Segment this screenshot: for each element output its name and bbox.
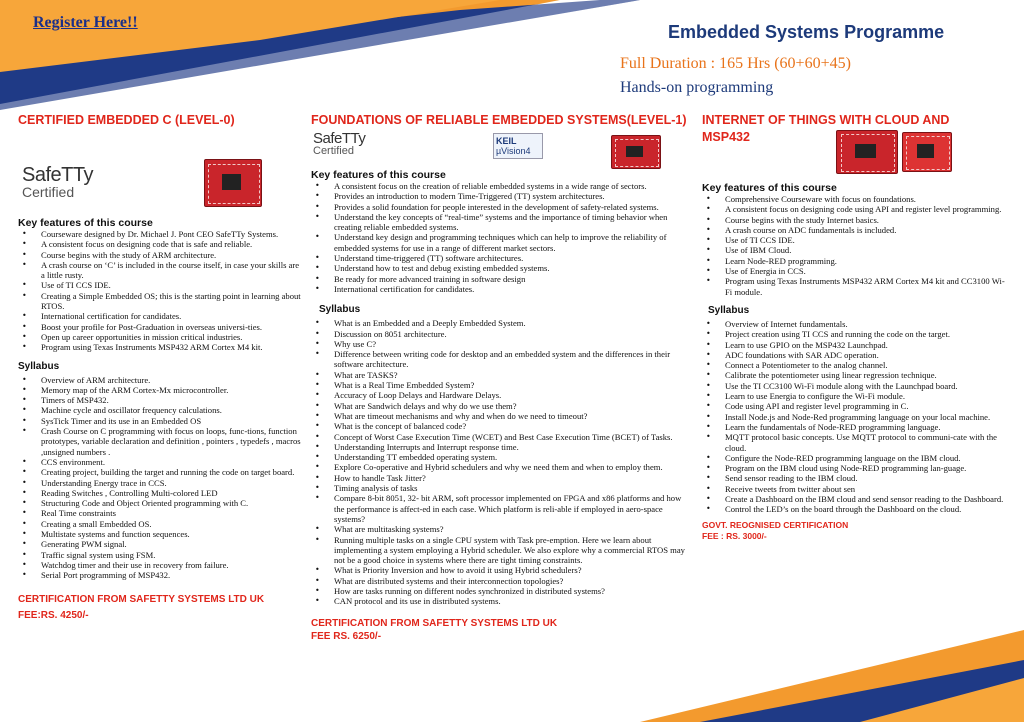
list-item: • Program using Texas Instruments MSP432 ARM Cortex M4 kit and CC3100 Wi-Fi module.: [702, 276, 1008, 297]
syllabus-heading: Syllabus: [708, 304, 750, 316]
list-item: • Use of TI CCS IDE.: [702, 235, 1008, 245]
fee-text: FEE : RS. 3000/-: [702, 530, 767, 541]
list-item: • MQTT protocol basic concepts. Use MQTT protocol to communi-cate with the cloud.: [702, 432, 1008, 453]
course-title: INTERNET OF THINGS WITH CLOUD AND MSP432: [702, 113, 950, 144]
list-item: • Learn Node-RED programming.: [702, 256, 1008, 266]
list-item: • Machine cycle and oscillator frequency calculations.: [18, 405, 302, 415]
msp432-board-image: [204, 159, 262, 207]
list-item: • Learn to use GPIO on the MSP432 Launchpad.: [702, 340, 1008, 350]
syllabus-list: [311, 318, 691, 606]
list-item: • Comprehensive Courseware with focus on foundations.: [702, 194, 1008, 204]
list-item: • Provides an introduction to modern Time-Triggered (TT) system architectures.: [311, 191, 691, 201]
list-item: • Courseware designed by Dr. Michael J. Pont CEO SafeTTy Systems.: [18, 229, 302, 239]
list-item: • Understanding Interrupts and Interrupt response time.: [311, 442, 691, 452]
list-item: • CCS environment.: [18, 457, 302, 467]
list-item: • What are multitasking systems?: [311, 524, 691, 534]
list-item: • Traffic signal system using FSM.: [18, 550, 302, 560]
list-item: • Receive tweets from twitter about sen: [702, 484, 1008, 494]
list-item: • How to handle Task Jitter?: [311, 473, 691, 483]
course-title: CERTIFIED EMBEDDED C (LEVEL-0): [18, 113, 235, 127]
list-item: • Calibrate the potentiometer using linear regression technique.: [702, 370, 1008, 380]
course-column-level1: [311, 112, 691, 643]
list-item: • Understand the key concepts of “real-time” systems and the importance of timing behavior when creating reliable embedded systems.: [311, 212, 691, 233]
fee-text: FEE:RS. 4250/-: [18, 609, 89, 621]
list-item: • Create a Dashboard on the IBM cloud and send sensor reading to the Dashboard.: [702, 494, 1008, 504]
list-item: • Understanding Energy trace in CCS.: [18, 478, 302, 488]
list-item: • What are timeout mechanisms and why and when do we need to timeout?: [311, 411, 691, 421]
list-item: • Code using API and register level programming in C.: [702, 401, 1008, 411]
mode-text: Hands-on programming: [620, 79, 774, 96]
list-item: • Timers of MSP432.: [18, 395, 302, 405]
features-list: [311, 181, 691, 294]
course-column-iot: [702, 112, 1008, 542]
msp432-board-image: [836, 130, 898, 174]
list-item: • Discussion on 8051 architecture.: [311, 329, 691, 339]
list-item: • A consistent focus on designing code using API and register level programming.: [702, 204, 1008, 214]
course-title: FOUNDATIONS OF RELIABLE EMBEDDED SYSTEMS(LEVEL-1): [311, 113, 687, 127]
list-item: • Creating a small Embedded OS.: [18, 519, 302, 529]
certification-text: GOVT. REOGNISED CERTIFICATION: [702, 519, 849, 530]
features-heading: Key features of this course: [18, 217, 153, 229]
list-item: • Install Node.js and Node-Red programming language on your local machine.: [702, 412, 1008, 422]
list-item: • International certification for candidates.: [311, 284, 691, 294]
list-item: • Concept of Worst Case Execution Time (WCET) and Best Case Execution Time (BCET) of Tasks.: [311, 432, 691, 442]
list-item: • Creating project, building the target and running the code on target board.: [18, 467, 302, 477]
list-item: • Reading Switches , Controlling Multi-colored LED: [18, 488, 302, 498]
certification-text: CERTIFICATION FROM SAFETTY SYSTEMS LTD UK: [311, 617, 558, 629]
list-item: • Understanding TT embedded operating system.: [311, 452, 691, 462]
list-item: • Compare 8-bit 8051, 32- bit ARM, soft processor implemented on FPGA and x86 platforms and how the performance is affect-ed in each case. Which platform is reli-able if employed in aero-space systems?: [311, 493, 691, 524]
keil-logo: KEIL µVision4: [493, 133, 543, 159]
list-item: • A crash course on ‘C’ is included in the course itself, in case your skills are a little rusty.: [18, 260, 302, 281]
list-item: • Multistate systems and function sequences.: [18, 529, 302, 539]
header-banner: [0, 0, 1024, 110]
list-item: • Difference between writing code for desktop and an embedded system and the differences in their software architecture.: [311, 349, 691, 370]
list-item: • Send sensor reading to the IBM cloud.: [702, 473, 1008, 483]
register-link[interactable]: Register Here!!: [33, 14, 138, 31]
list-item: • Accuracy of Loop Delays and Hardware Delays.: [311, 390, 691, 400]
list-item: • Program using Texas Instruments MSP432 ARM Cortex M4 kit.: [18, 342, 302, 352]
list-item: • Explore Co-operative and Hybrid schedulers and why we need them and when to employ them.: [311, 462, 691, 472]
list-item: • CAN protocol and its use in distributed systems.: [311, 596, 691, 606]
list-item: • How are tasks running on different nodes synchronized in distributed systems?: [311, 586, 691, 596]
list-item: • Timing analysis of tasks: [311, 483, 691, 493]
list-item: • Crash Course on C programming with focus on loops, func-tions, function prototypes, variable declaration and definition , pointers , typedefs , macros ,unsigned numbers .: [18, 426, 302, 457]
list-item: • Use the TI CC3100 Wi-Fi module along with the Launchpad board.: [702, 381, 1008, 391]
list-item: • What are distributed systems and their interconnection topologies?: [311, 576, 691, 586]
list-item: • What is an Embedded and a Deeply Embedded System.: [311, 318, 691, 328]
features-list: [18, 229, 302, 353]
list-item: • What is a Real Time Embedded System?: [311, 380, 691, 390]
safetty-logo: SafeTTy Certified: [22, 164, 93, 200]
duration-text: Full Duration : 165 Hrs (60+60+45): [620, 55, 851, 72]
list-item: • Understand time-triggered (TT) software architectures.: [311, 253, 691, 263]
syllabus-heading: Syllabus: [319, 304, 361, 316]
list-item: • Program on the IBM cloud using Node-RED programming lan-guage.: [702, 463, 1008, 473]
list-item: • What is Priority Inversion and how to avoid it using Hybrid schedulers?: [311, 565, 691, 575]
list-item: • Watchdog timer and their use in recovery from failure.: [18, 560, 302, 570]
list-item: • International certification for candidates.: [18, 311, 302, 321]
list-item: • Boost your profile for Post-Graduation in overseas universi-ties.: [18, 322, 302, 332]
list-item: • Be ready for more advanced training in software design: [311, 274, 691, 284]
list-item: • Creating a Simple Embedded OS; this is the starting point in learning about RTOS.: [18, 291, 302, 312]
features-heading: Key features of this course: [311, 169, 446, 181]
list-item: • Memory map of the ARM Cortex-Mx microcontroller.: [18, 385, 302, 395]
list-item: • Understand how to test and debug existing embedded systems.: [311, 263, 691, 273]
8051-board-image: [611, 135, 661, 169]
list-item: • SysTick Timer and its use in an Embedded OS: [18, 416, 302, 426]
list-item: • Control the LED’s on the board through the Dashboard on the cloud.: [702, 504, 1008, 514]
list-item: • Serial Port programming of MSP432.: [18, 570, 302, 580]
list-item: • Learn the fundamentals of Node-RED programming language.: [702, 422, 1008, 432]
list-item: • Learn to use Energia to configure the Wi-Fi module.: [702, 391, 1008, 401]
list-item: • Connect a Potentiometer to the analog channel.: [702, 360, 1008, 370]
list-item: • Use of TI CCS IDE.: [18, 280, 302, 290]
list-item: • Real Time constraints: [18, 508, 302, 518]
cc3100-board-image: [902, 132, 952, 172]
fee-text: FEE RS. 6250/-: [311, 630, 382, 642]
list-item: • A consistent focus on designing code that is safe and reliable.: [18, 239, 302, 249]
list-item: • Overview of ARM architecture.: [18, 375, 302, 385]
list-item: • Course begins with the study of ARM architecture.: [18, 250, 302, 260]
list-item: • Running multiple tasks on a single CPU system with Task pre-emption. Here we learn about implementing a system employing a Hybrid scheduler. We also explore why a commercial RTOS may not be a good choice in systems where there are tight timing constraints.: [311, 535, 691, 566]
features-heading: Key features of this course: [702, 182, 837, 194]
list-item: • Generating PWM signal.: [18, 539, 302, 549]
list-item: • Why use C?: [311, 339, 691, 349]
list-item: • What are Sandwich delays and why do we use them?: [311, 401, 691, 411]
list-item: • A consistent focus on the creation of reliable embedded systems in a wide range of sectors.: [311, 181, 691, 191]
syllabus-heading: Syllabus: [18, 360, 60, 372]
features-list: [702, 194, 1008, 297]
list-item: • A crash course on ADC fundamentals is included.: [702, 225, 1008, 235]
programme-title: Embedded Systems Programme: [668, 22, 945, 42]
list-item: • Configure the Node-RED programming language on the IBM cloud.: [702, 453, 1008, 463]
course-column-level0: [18, 112, 302, 622]
list-item: • Use of Energia in CCS.: [702, 266, 1008, 276]
list-item: • Project creation using TI CCS and running the code on the target.: [702, 329, 1008, 339]
syllabus-list: [18, 375, 302, 581]
list-item: • Course begins with the study Internet basics.: [702, 215, 1008, 225]
list-item: • What are TASKS?: [311, 370, 691, 380]
certification-text: CERTIFICATION FROM SAFETTY SYSTEMS LTD UK: [18, 593, 265, 605]
list-item: • Open up career opportunities in mission critical industries.: [18, 332, 302, 342]
list-item: • Use of IBM Cloud.: [702, 245, 1008, 255]
syllabus-list: [702, 319, 1008, 515]
list-item: • Provides a solid foundation for people interested in the development of safety-related systems.: [311, 202, 691, 212]
safetty-logo: SafeTTy Certified: [313, 130, 366, 157]
logo-row: [311, 129, 691, 165]
list-item: • Understand key design and programming techniques which can help to improve the reliability of embedded systems for use in a range of different market sectors.: [311, 232, 691, 253]
logo-row: [702, 146, 1008, 176]
list-item: • Overview of Internet fundamentals.: [702, 319, 1008, 329]
list-item: • ADC foundations with SAR ADC operation.: [702, 350, 1008, 360]
list-item: • Structuring Code and Object Oriented programming with C.: [18, 498, 302, 508]
list-item: • What is the concept of balanced code?: [311, 421, 691, 431]
logo-row: [18, 129, 302, 213]
